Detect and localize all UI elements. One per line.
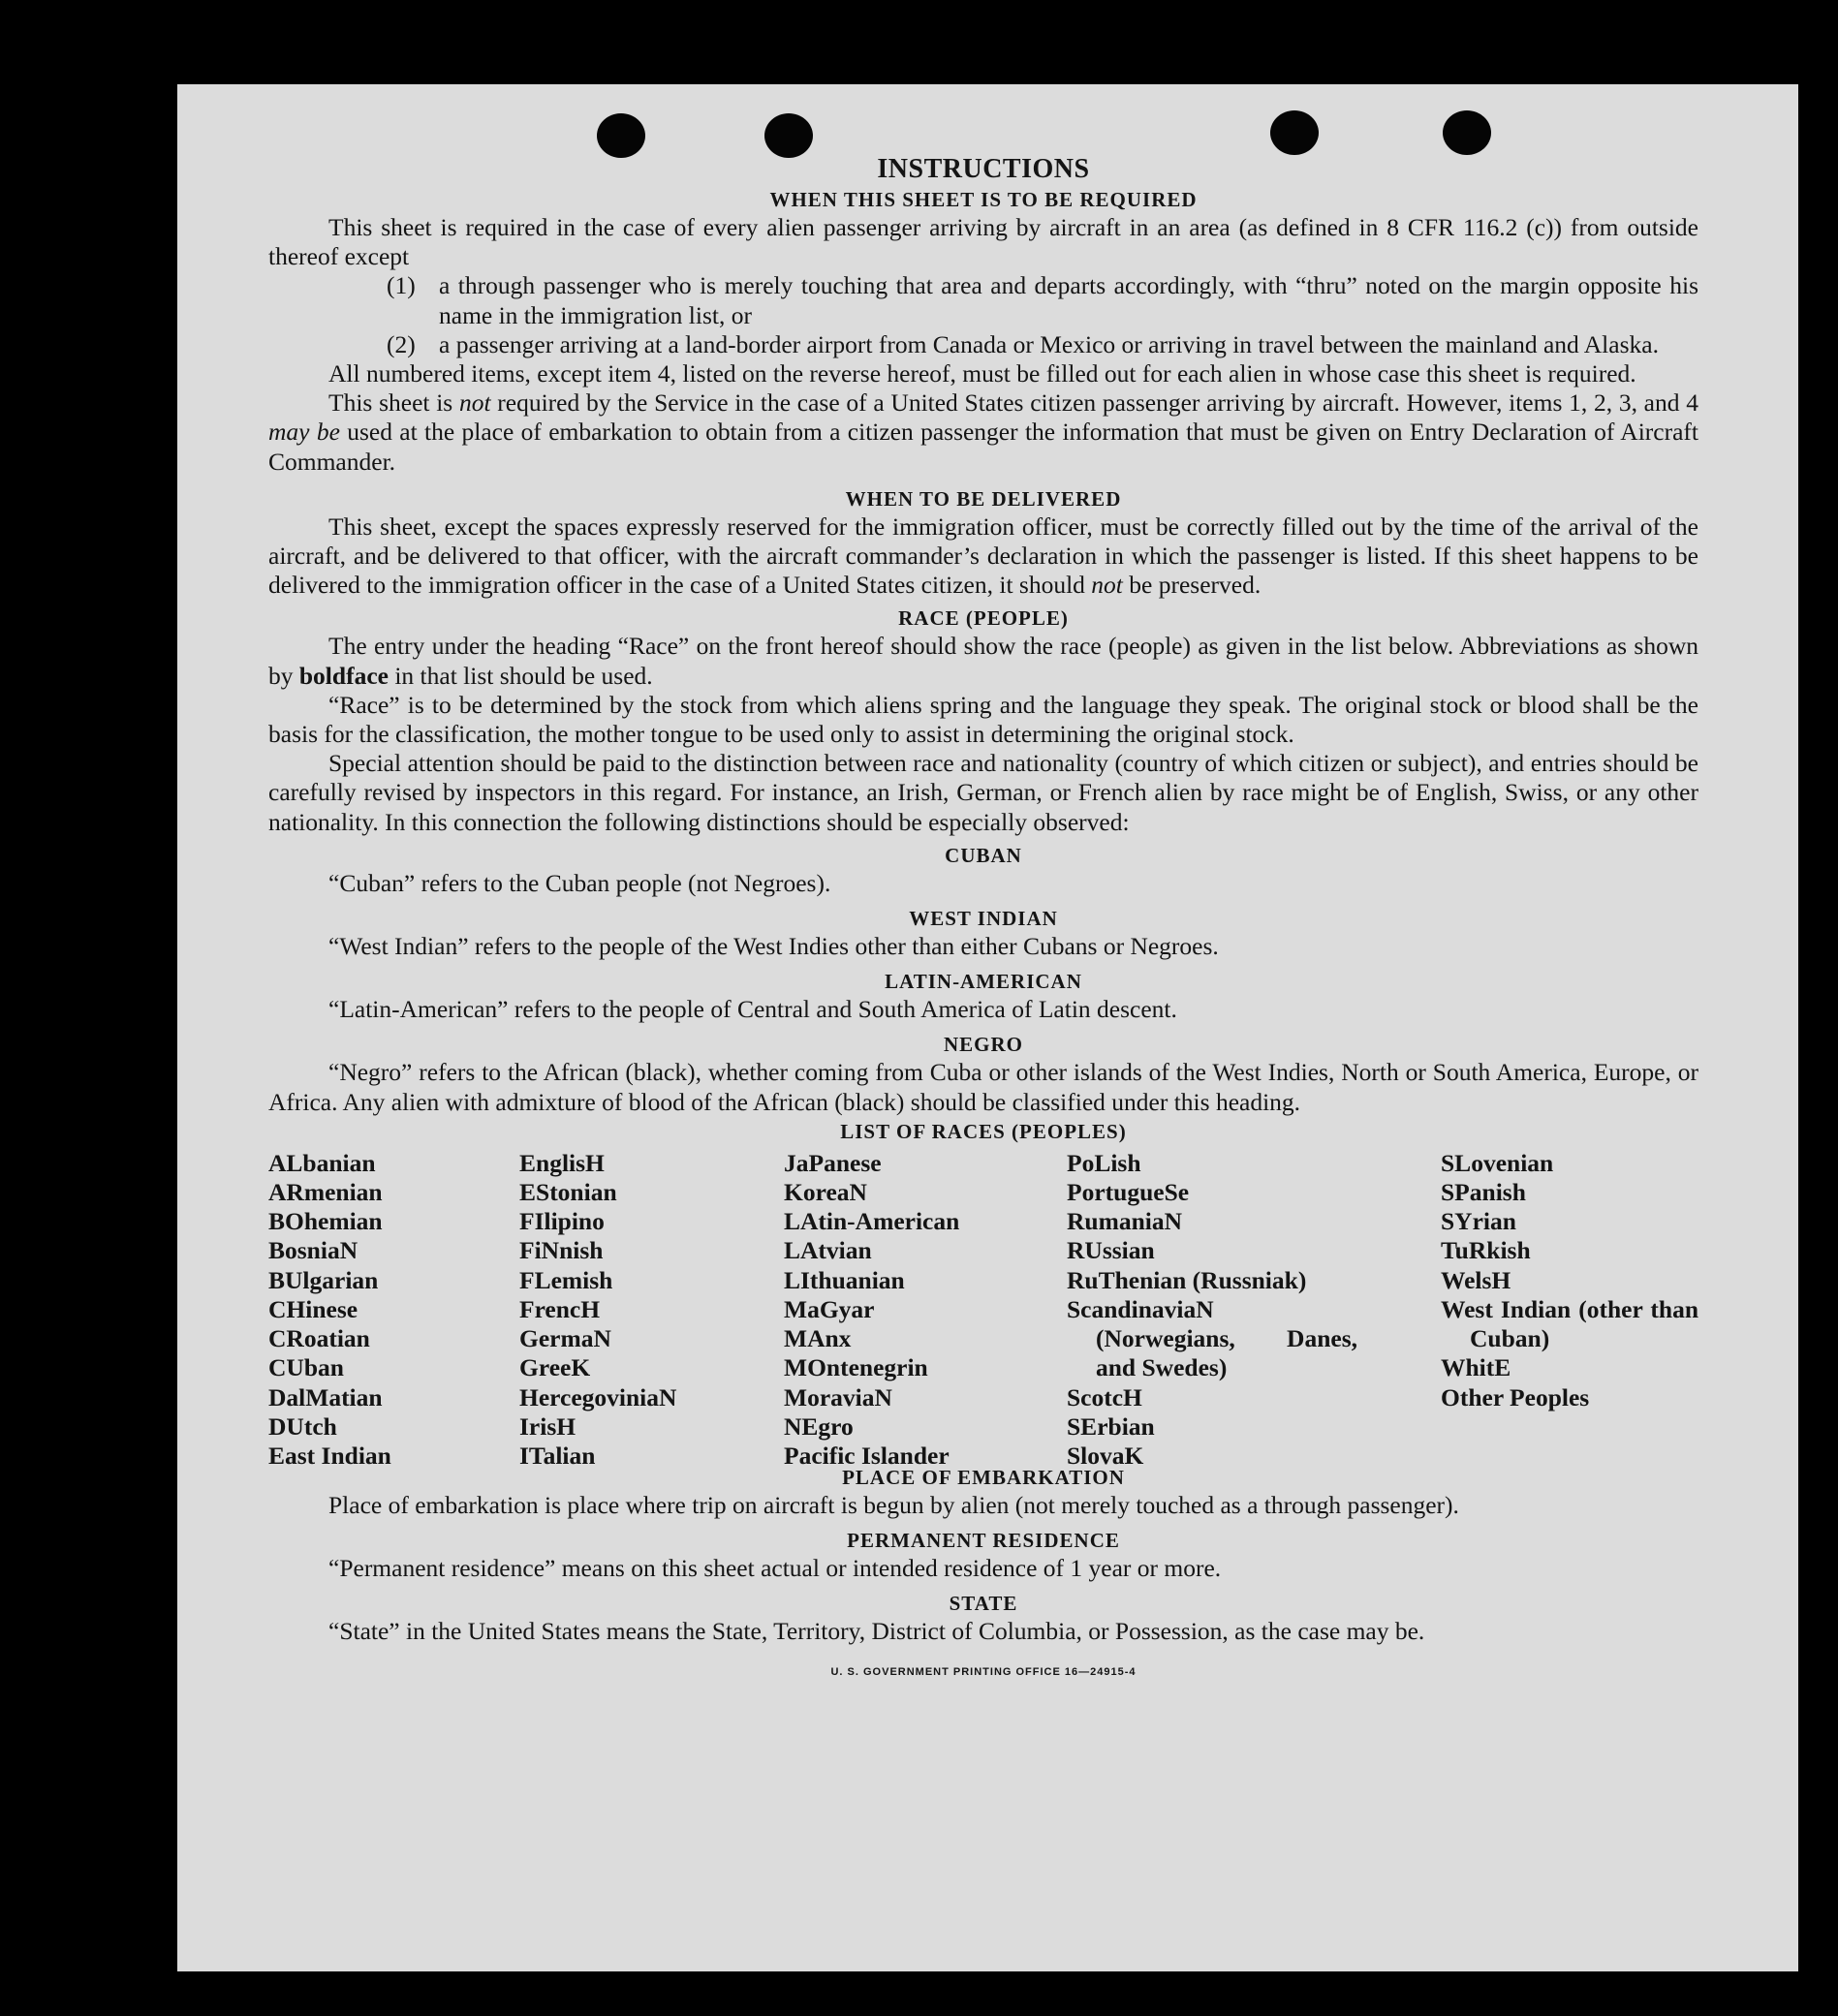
- negro-paragraph: “Negro” refers to the African (black), whether coming from Cuba or other islands of the West Indies, North or South America, Europe, or Africa. Any alien with admixture of blood of the African (black) should be classified under this heading.: [268, 1058, 1698, 1116]
- race-entry: HercegoviniaN: [519, 1382, 677, 1411]
- race-entry: SYrian: [1441, 1207, 1516, 1236]
- race-entry: MOntenegrin: [784, 1353, 928, 1382]
- race-entry: CHinese: [268, 1294, 358, 1323]
- heading-west-indian: WEST INDIAN: [909, 907, 1058, 931]
- race-entry: KoreaN: [784, 1178, 867, 1207]
- exception-number: (1): [387, 271, 416, 300]
- west-indian-paragraph: “West Indian” refers to the people of the West Indies other than either Cubans or Negroes.: [328, 932, 1219, 961]
- heading-race: RACE (PEOPLE): [898, 606, 1069, 631]
- race-entry: EStonian: [519, 1178, 617, 1207]
- heading-embarkation: PLACE OF EMBARKATION: [842, 1465, 1125, 1489]
- race-entry: GermaN: [519, 1324, 611, 1353]
- state-paragraph: “State” in the United States means the State, Territory, District of Columbia, or Possession, as the case may be.: [328, 1617, 1425, 1646]
- heading-delivered: WHEN TO BE DELIVERED: [845, 486, 1122, 511]
- race-entry: West Indian (other than Cuban): [1441, 1294, 1698, 1353]
- heading-state: STATE: [949, 1592, 1018, 1616]
- race-list: [268, 1148, 1698, 1470]
- race-column: [268, 1149, 391, 1471]
- race-entry: MAnx: [784, 1324, 852, 1353]
- race-column: [784, 1149, 959, 1471]
- heading-residence: PERMANENT RESIDENCE: [847, 1529, 1120, 1553]
- race-entry: TuRkish: [1441, 1236, 1531, 1265]
- race-entry: CUban: [268, 1353, 344, 1382]
- race-entry: LAtvian: [784, 1236, 872, 1265]
- race-paragraph: The entry under the heading “Race” on the front hereof should show the race (people) as given in the list below. Abbreviations as shown by boldface in that list should be used.: [268, 632, 1698, 690]
- race-nationality-paragraph: Special attention should be paid to the distinction between race and nationality (country of which citizen or subject), and entries should be carefully revised by inspectors in this regard. For instance, an Irish, German, or French alien by race might be of English, Swiss, or any other nationality. In this connection the following distinctions should be especially observed:: [268, 749, 1698, 836]
- punch-hole: [1443, 110, 1491, 155]
- race-entry: BOhemian: [268, 1207, 383, 1236]
- exception-text: a through passenger who is merely touching that area and departs accordingly, with “thru” noted on the margin opposite his name in the immigration list, or: [439, 271, 1698, 329]
- race-entry: EnglisH: [519, 1148, 605, 1177]
- exception-text: a passenger arriving at a land-border airport from Canada or Mexico or arriving in travel between the mainland and Alaska.: [439, 329, 1659, 358]
- race-entry: FiNnish: [519, 1236, 604, 1265]
- race-entry: FLemish: [519, 1265, 613, 1294]
- race-entry: GreeK: [519, 1353, 591, 1382]
- race-entry: RUssian: [1067, 1236, 1155, 1265]
- page-title: INSTRUCTIONS: [877, 154, 1090, 184]
- race-entry: SErbian: [1067, 1411, 1155, 1441]
- race-entry: BosniaN: [268, 1236, 358, 1265]
- race-entry: MaGyar: [784, 1294, 875, 1323]
- race-entry: DalMatian: [268, 1382, 383, 1411]
- heading-list-of-races: LIST OF RACES (PEOPLES): [840, 1119, 1127, 1143]
- race-entry: FrencH: [519, 1294, 601, 1323]
- race-entry: BUlgarian: [268, 1265, 379, 1294]
- race-entry: SlovaK: [1067, 1441, 1144, 1470]
- race-entry: RuThenian (Russniak): [1067, 1265, 1307, 1294]
- race-entry: LAtin-American: [784, 1207, 960, 1236]
- delivered-paragraph: This sheet, except the spaces expressly reserved for the immigration officer, must be correctly filled out by the time of the arrival of the aircraft, and be delivered to that officer, with the aircraft commander’s declaration in which the passenger is listed. If this sheet happens to be delivered to the immigration officer in the case of a United States citizen, it should not be preserved.: [268, 512, 1698, 600]
- race-column: [1067, 1149, 1357, 1471]
- residence-paragraph: “Permanent residence” means on this sheet actual or intended residence of 1 year or more.: [328, 1554, 1222, 1583]
- race-entry: CRoatian: [268, 1324, 370, 1353]
- race-entry: Pacific Islander: [784, 1441, 950, 1470]
- race-entry: ITalian: [519, 1441, 596, 1470]
- heading-latin-american: LATIN-AMERICAN: [885, 970, 1082, 994]
- exception-item: [387, 271, 1698, 329]
- race-entry: IrisH: [519, 1411, 576, 1441]
- embarkation-paragraph: Place of embarkation is place where trip on aircraft is begun by alien (not merely touched as a through passenger).: [328, 1490, 1459, 1519]
- race-entry: FIlipino: [519, 1207, 605, 1236]
- heading-cuban: CUBAN: [945, 843, 1022, 867]
- race-column: [1441, 1149, 1698, 1412]
- exception-item: [387, 330, 1698, 359]
- race-entry: NEgro: [784, 1411, 854, 1441]
- race-entry: ALbanian: [268, 1148, 376, 1177]
- race-entry: East Indian: [268, 1441, 391, 1470]
- exception-number: (2): [387, 329, 416, 358]
- race-entry: RumaniaN: [1067, 1207, 1183, 1236]
- race-entry: ARmenian: [268, 1178, 383, 1207]
- heading-negro: NEGRO: [943, 1033, 1023, 1057]
- race-entry: SPanish: [1441, 1178, 1526, 1207]
- race-entry: JaPanese: [784, 1148, 882, 1177]
- required-paragraph: This sheet is required in the case of every alien passenger arriving by aircraft in an area (as defined in 8 CFR 116.2 (c)) from outside thereof except: [268, 213, 1698, 271]
- printing-office-footer: U. S. GOVERNMENT PRINTING OFFICE 16—24915-4: [830, 1666, 1137, 1679]
- race-entry: Other Peoples: [1441, 1382, 1590, 1411]
- race-stock-paragraph: “Race” is to be determined by the stock from which aliens spring and the language they speak. The original stock or blood shall be the basis for the classification, the mother tongue to be used only to assist in determining the original stock.: [268, 690, 1698, 749]
- race-entry: MoraviaN: [784, 1382, 892, 1411]
- race-entry: ScotcH: [1067, 1382, 1142, 1411]
- instructions-content: [268, 152, 1698, 1688]
- heading-required: WHEN THIS SHEET IS TO BE REQUIRED: [769, 188, 1198, 211]
- race-entry: SLovenian: [1441, 1148, 1554, 1177]
- race-entry: PortugueSe: [1067, 1178, 1190, 1207]
- race-entry: LIthuanian: [784, 1265, 905, 1294]
- punch-hole: [1270, 110, 1319, 155]
- race-column: [519, 1149, 676, 1471]
- citizen-paragraph: This sheet is not required by the Service in the case of a United States citizen passenger arriving by aircraft. However, items 1, 2, 3, and 4 may be used at the place of embarkation to obtain from a citizen passenger the information that must be given on Entry Declaration of Aircraft Commander.: [268, 388, 1698, 476]
- numbered-items-paragraph: All numbered items, except item 4, listed on the reverse hereof, must be filled out for each alien in whose case this sheet is required.: [328, 359, 1636, 388]
- latin-american-paragraph: “Latin-American” refers to the people of Central and South America of Latin descent.: [328, 995, 1177, 1024]
- race-entry: WelsH: [1441, 1265, 1511, 1294]
- cuban-paragraph: “Cuban” refers to the Cuban people (not Negroes).: [328, 868, 831, 897]
- race-entry: PoLish: [1067, 1148, 1141, 1177]
- document-sheet: [177, 84, 1798, 1971]
- race-entry: ScandinaviaN (Norwegians, Danes, and Swedes): [1067, 1294, 1357, 1382]
- race-entry: DUtch: [268, 1411, 337, 1441]
- race-entry: WhitE: [1441, 1353, 1511, 1382]
